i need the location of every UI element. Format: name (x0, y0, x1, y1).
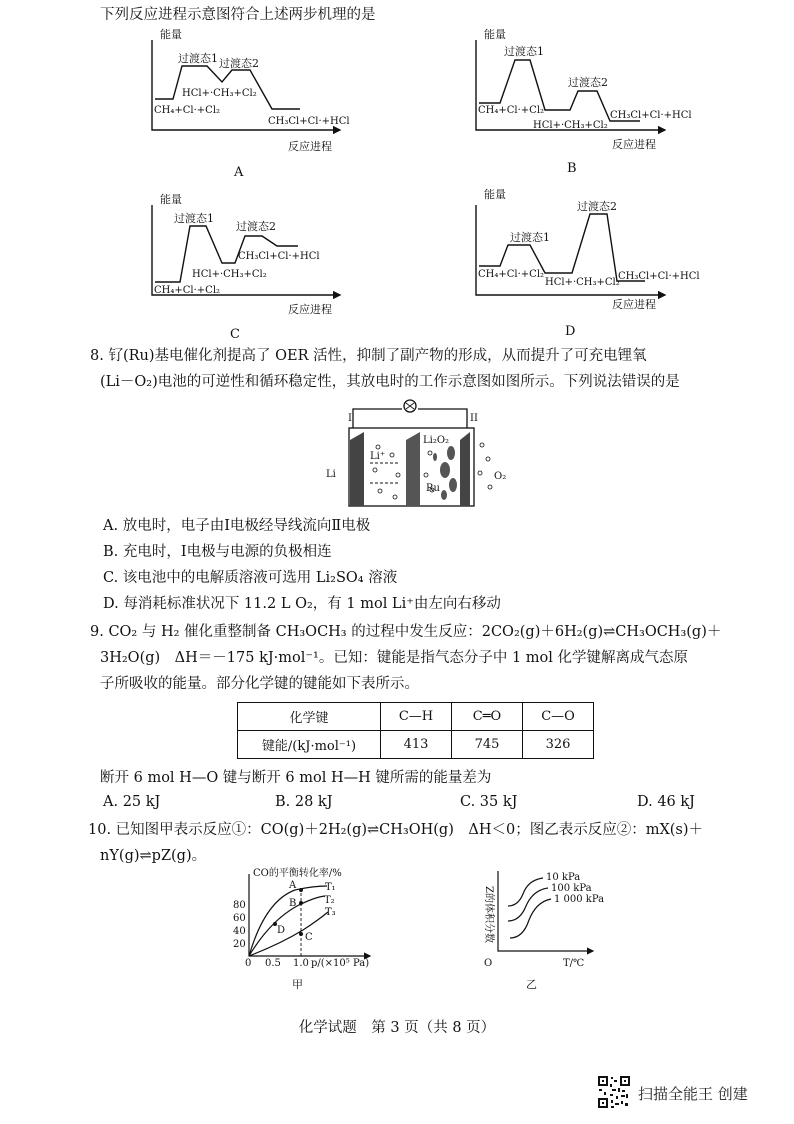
panel-c: C (230, 327, 240, 340)
c-products: CH₃Cl+Cl·+HCl (238, 251, 320, 262)
energy-diagrams (0, 0, 794, 340)
q10-text-1: 10. 已知图甲表示反应①：CO(g)＋2H₂(g)⇌CH₃OH(g) ΔH＜0；图乙表示反应②：mX(s)＋ (88, 822, 704, 838)
b-intermediate: HCl+·CH₃+Cl₂ (533, 120, 608, 131)
jia-ytick-80: 80 (233, 900, 246, 911)
q9-option-b: B. 28 kJ (275, 794, 333, 810)
q10-text-2: nY(g)⇌pZ(g)。 (100, 848, 207, 864)
table-cell: C—H (381, 703, 452, 731)
table-row (238, 703, 594, 731)
electrode-ii-label: II (470, 413, 478, 424)
a-xlabel: 反应进程 (288, 140, 332, 153)
a-ts1: 过渡态1 (178, 52, 218, 65)
series-10kpa-label: 10 kPa (546, 872, 581, 883)
b-ts1: 过渡态1 (504, 45, 544, 58)
point-c: C (305, 932, 313, 943)
d-intermediate: HCl+·CH₃+Cl₂ (545, 277, 620, 288)
li-ion-label: Li⁺ (370, 451, 386, 462)
jia-ylabel: CO的平衡转化率/% (253, 868, 342, 879)
a-ts2: 过渡态2 (219, 57, 259, 70)
jia-caption: 甲 (292, 978, 303, 991)
jia-xtick-0: 0 (245, 958, 252, 969)
q9-text-3: 子所吸收的能量。部分化学键的键能如下表所示。 (100, 676, 419, 692)
jia-ytick-20: 20 (233, 939, 246, 950)
electrode-i-label: I (348, 413, 352, 424)
c-ts2: 过渡态2 (236, 220, 276, 233)
d-xlabel: 反应进程 (612, 298, 656, 311)
yi-origin: O (484, 958, 493, 969)
jia-ytick-60: 60 (233, 913, 246, 924)
jia-ytick-40: 40 (233, 926, 246, 937)
q8-option-a: A. 放电时，电子由Ⅰ电极经导线流向Ⅱ电极 (103, 518, 371, 534)
separator (406, 432, 420, 506)
panel-a: A (234, 165, 244, 180)
point-b: B (289, 898, 297, 909)
c-intermediate: HCl+·CH₃+Cl₂ (192, 269, 267, 280)
d-products: CH₃Cl+Cl·+HCl (618, 271, 700, 282)
table-cell: C—O (523, 703, 594, 731)
series-1000kpa-label: 1 000 kPa (554, 894, 605, 905)
q8-option-b: B. 充电时，Ⅰ电极与电源的负极相连 (103, 544, 332, 560)
q9-text-1: 9. CO₂ 与 H₂ 催化重整制备 CH₃OCH₃ 的过程中发生反应：2CO₂(g)＋6H₂(g)⇌CH₃OCH₃(g)＋ (90, 624, 722, 640)
q9-option-a: A. 25 kJ (103, 794, 161, 810)
panel-b: B (567, 161, 577, 176)
a-products: CH₃Cl+Cl·+HCl (268, 116, 350, 127)
series-t3-label: T₃ (325, 907, 336, 918)
point-d: D (277, 925, 286, 936)
ru-electrode (460, 432, 470, 506)
table-cell: 745 (452, 731, 523, 759)
jia-xtick-05: 0.5 (265, 958, 281, 969)
b-reactants: CH₄+Cl·+Cl₂ (478, 105, 545, 116)
a-ylabel: 能量 (160, 28, 182, 41)
q8-text-2: (Li－O₂)电池的可逆性和循环稳定性，其放电时的工作示意图如图所示。下列说法错误的是 (100, 374, 680, 390)
point-a: A (289, 880, 297, 891)
table-cell: 413 (381, 731, 452, 759)
table-cell: C═O (452, 703, 523, 731)
scanner-watermark: 扫描全能王 创建 (638, 1085, 748, 1103)
series-t2-label: T₂ (324, 895, 335, 906)
b-ylabel: 能量 (484, 28, 506, 41)
yi-xlabel: T/℃ (563, 958, 585, 969)
c-xlabel: 反应进程 (288, 303, 332, 316)
ru-label: Ru (426, 483, 440, 494)
li2o2-label: Li₂O₂ (423, 435, 450, 446)
yi-ylabel: Z的体积分数 (483, 886, 494, 943)
jia-xlabel: p/(×10⁵ Pa) (311, 958, 370, 969)
yi-caption: 乙 (526, 978, 537, 991)
panel-d: D (565, 324, 576, 339)
table-cell: 键能/(kJ·mol⁻¹) (238, 731, 381, 759)
d-ylabel: 能量 (484, 188, 506, 201)
table-cell: 326 (523, 731, 594, 759)
q8-option-d: D. 每消耗标准状况下 11.2 L O₂，有 1 mol Li⁺由左向右移动 (103, 596, 501, 612)
page-footer: 化学试题 第 3 页（共 8 页） (298, 1020, 496, 1036)
table-row (238, 731, 594, 759)
q9-question: 断开 6 mol H—O 键与断开 6 mol H—H 键所需的能量差为 (100, 770, 492, 786)
figure-jia (225, 866, 385, 991)
c-ylabel: 能量 (160, 193, 182, 206)
bond-energy-table (237, 702, 594, 759)
a-intermediate: HCl+·CH₃+Cl₂ (182, 88, 257, 99)
figure-yi (468, 866, 628, 991)
q8-text-1: 8. 钌(Ru)基电催化剂提高了 OER 活性，抑制了副产物的形成，从而提升了可充电锂氧 (90, 348, 647, 364)
table-cell: 化学键 (238, 703, 381, 731)
b-products: CH₃Cl+Cl·+HCl (610, 110, 692, 121)
q9-option-c: C. 35 kJ (460, 794, 518, 810)
q9-option-d: D. 46 kJ (637, 794, 695, 810)
q9-text-2: 3H₂O(g) ΔH＝－175 kJ·mol⁻¹。已知：键能是指气态分子中 1 mol 化学键解离成气态原 (100, 650, 689, 666)
series-100kpa-label: 100 kPa (551, 883, 592, 894)
series-t1-label: T₁ (325, 882, 336, 893)
q8-option-c: C. 该电池中的电解质溶液可选用 Li₂SO₄ 溶液 (103, 570, 398, 586)
d-reactants: CH₄+Cl·+Cl₂ (478, 269, 545, 280)
d-ts1: 过渡态1 (510, 231, 550, 244)
battery-diagram (320, 395, 510, 510)
d-ts2: 过渡态2 (577, 200, 617, 213)
series-t3-curve (249, 912, 328, 956)
a-reactants: CH₄+Cl·+Cl₂ (154, 105, 221, 116)
li-label: Li (326, 469, 336, 480)
intro-text: 下列反应进程示意图符合上述两步机理的是 (100, 7, 376, 23)
jia-xtick-10: 1.0 (293, 958, 309, 969)
li-electrode (350, 432, 364, 506)
o2-label: O₂ (494, 471, 507, 482)
c-ts1: 过渡态1 (174, 212, 214, 225)
b-ts2: 过渡态2 (568, 76, 608, 89)
b-xlabel: 反应进程 (612, 138, 656, 151)
qr-code-icon (597, 1075, 631, 1109)
c-reactants: CH₄+Cl·+Cl₂ (154, 285, 221, 296)
